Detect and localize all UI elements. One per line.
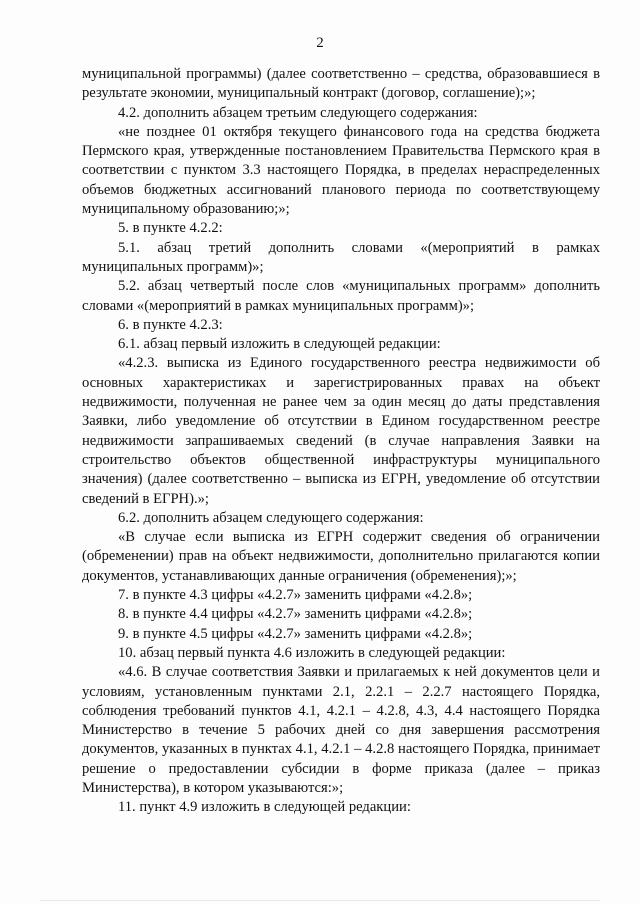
paragraph: 8. в пункте 4.4 цифры «4.2.7» заменить цифрами «4.2.8»; bbox=[118, 606, 473, 623]
paragraph: «4.6. В случае соответствия Заявки и прилагаемых к ней документов цели и условиям, установленным пунктами 2.1, 2.2.1 – 2.2.7 настоящего Порядка, соблюдения требований пунктов 4.1, 4.2.1 – 4.2.8, 4.3, 4.4 настоящего Порядка Министерство в течение 5 рабочих дней со дня завершения рассмотрения документов, указанных в пунктах 4.1, 4.2.1 – 4.2.8 настоящего Порядка, принимает решение о предоставлении субсидии в форме приказа (далее – приказ Министерства), в котором указываются:»; bbox=[82, 664, 600, 796]
paragraph: 5. в пункте 4.2.2: bbox=[118, 220, 223, 237]
paragraph: 5.2. абзац четвертый после слов «муниципальных программ» дополнить словами «(мероприятий в рамках муниципальных программ)»; bbox=[82, 278, 600, 314]
paragraph: «не позднее 01 октября текущего финансового года на средства бюджета Пермского края, утвержденные постановлением Правительства Пермского края в соответствии с пунктом 3.3 настоящего Порядка, в пределах нераспределенных объемов бюджетных ассигнований планового периода по соответствующему муниципальному образованию;»; bbox=[82, 123, 600, 218]
paragraph: муниципальной программы) (далее соответственно – средства, образовавшиеся в результате экономии, муниципальный контракт (договор, соглашение);»; bbox=[82, 66, 600, 102]
paragraph: 6.1. абзац первый изложить в следующей редакции: bbox=[118, 336, 441, 353]
paragraph: 5.1. абзац третий дополнить словами «(мероприятий в рамках муниципальных программ)»; bbox=[82, 239, 600, 275]
paragraph: 6. в пункте 4.2.3: bbox=[118, 316, 223, 333]
page-number: 2 bbox=[316, 35, 324, 51]
page-bottom-edge bbox=[40, 900, 600, 901]
document-body bbox=[82, 65, 600, 818]
paragraph: 9. в пункте 4.5 цифры «4.2.7» заменить цифрами «4.2.8»; bbox=[118, 625, 473, 642]
paragraph: 7. в пункте 4.3 цифры «4.2.7» заменить цифрами «4.2.8»; bbox=[118, 587, 473, 604]
paragraph: «В случае если выписка из ЕГРН содержит сведения об ограничении (обременении) прав на объект недвижимости, дополнительно прилагаются копии документов, устанавливающих данные ограничения (обременения);»; bbox=[82, 529, 600, 584]
paragraph: 6.2. дополнить абзацем следующего содержания: bbox=[118, 509, 424, 526]
paragraph: 10. абзац первый пункта 4.6 изложить в следующей редакции: bbox=[118, 644, 506, 661]
paragraph: «4.2.3. выписка из Единого государственного реестра недвижимости об основных характеристиках и зарегистрированных правах на объект недвижимости, полученная не ранее чем за один месяц до даты представления Заявки, либо уведомление об отсутствии в Едином государственном реестре недвижимости запрашиваемых сведений (в случае направления Заявки на строительство объектов общественной инфраструктуры муниципального значения) (далее соответственно – выписка из ЕГРН, уведомление об отсутствии сведений в ЕГРН).»; bbox=[82, 355, 600, 507]
paragraph: 4.2. дополнить абзацем третьим следующего содержания: bbox=[118, 104, 478, 121]
paragraph: 11. пункт 4.9 изложить в следующей редакции: bbox=[118, 799, 411, 816]
